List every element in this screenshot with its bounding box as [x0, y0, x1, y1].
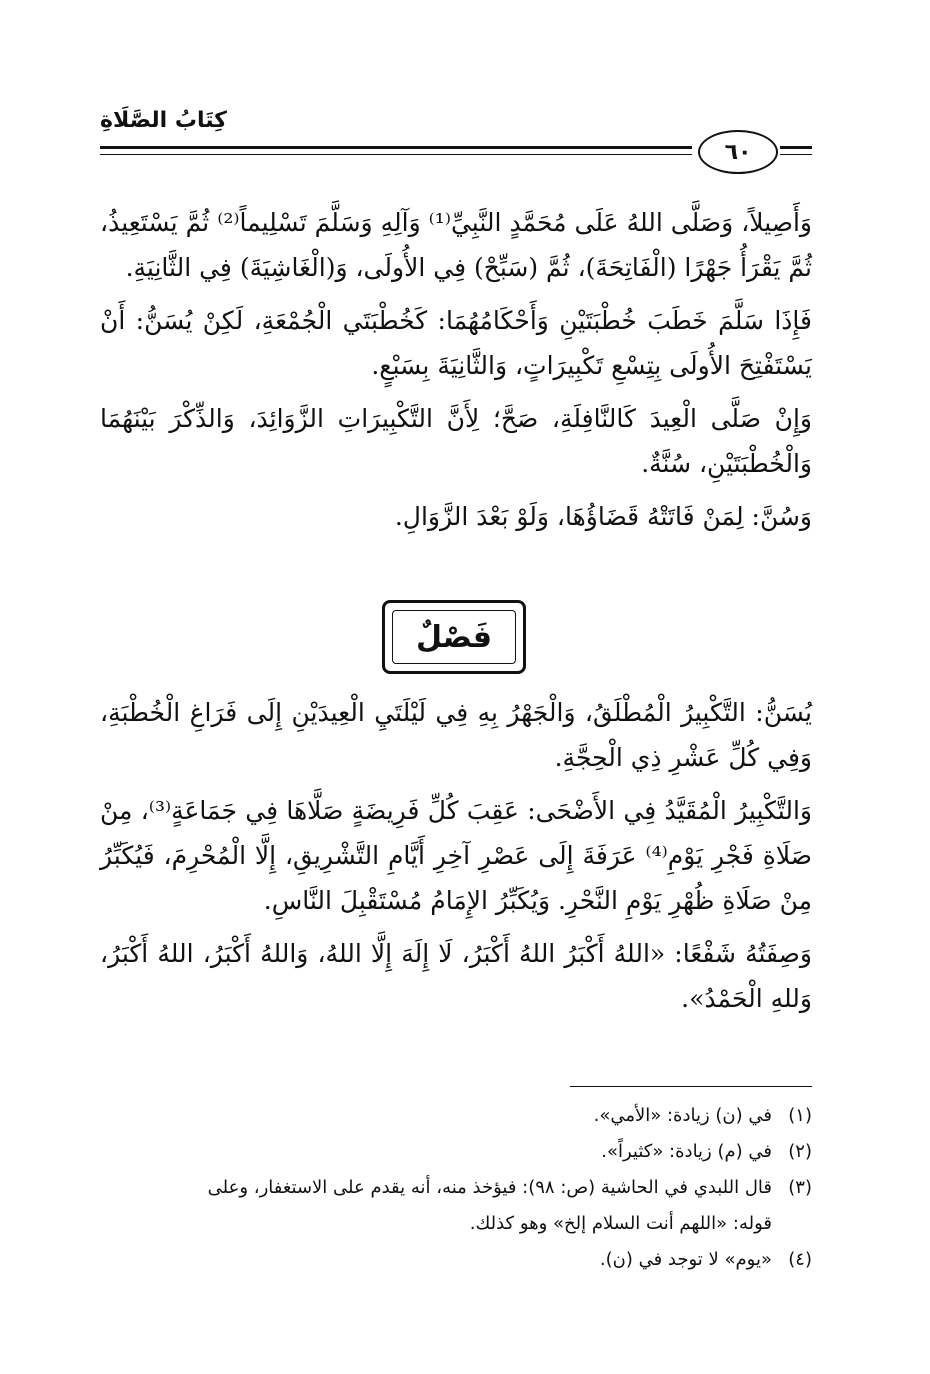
- footnote-2: [100, 1134, 812, 1170]
- paragraph-1: وَأَصِيلاً، وَصَلَّى اللهُ عَلَى مُحَمَّدٍ النَّبِيِّ⁽¹⁾ وَآلِهِ وَسَلَّمَ تَسْلِيماً⁽²⁾ ثُمَّ يَسْتَعِيذُ، ثُمَّ يَقْرَأُ جَهْرًا (الْفَاتِحَةَ)، ثُمَّ (سَبِّحْ) فِي الأُولَى، وَ(الْغَاشِيَةَ) فِي الثَّانِيَةِ.: [100, 208, 813, 282]
- paragraph-6: وَالتَّكْبِيرُ الْمُقَيَّدُ فِي الأَضْحَى: عَقِبَ كُلِّ فَرِيضَةٍ صَلَّاهَا فِي جَمَاعَةٍ⁽³⁾، مِنْ صَلَاةِ فَجْرِ يَوْمِ⁽⁴⁾ عَرَفَةَ إِلَى عَصْرِ آخِرِ أَيَّامِ التَّشْرِيقِ، إِلَّا الْمُحْرِمَ، فَيُكَبِّرُ مِنْ صَلَاةِ ظُهْرِ يَوْمِ النَّحْرِ. وَيُكَبِّرُ الإِمَامُ مُسْتَقْبِلَ النَّاسِ.: [100, 796, 812, 915]
- paragraph-4: وَسُنَّ: لِمَنْ فَاتَتْهُ قَضَاؤُهَا، وَلَوْ بَعْدَ الزَّوَالِ.: [394, 502, 812, 531]
- paragraph-7: وَصِفَتُهُ شَفْعًا: «اللهُ أَكْبَرُ اللهُ أَكْبَرُ، لَا إِلَهَ إِلَّا اللهُ، وَاللهُ أَكْبَرُ، اللهُ أَكْبَرُ، وَللهِ الْحَمْدُ».: [100, 939, 812, 1013]
- paragraph-3: وَإِنْ صَلَّى الْعِيدَ كَالنَّافِلَةِ، صَحَّ؛ لِأَنَّ التَّكْبِيرَاتِ الزَّوَائِدَ، وَالذِّكْرَ بَيْنَهُمَا وَالْخُطْبَتَيْنِ، سُنَّةٌ.: [100, 404, 812, 478]
- section-heading-frame: [382, 600, 526, 674]
- body-text-upper: [100, 200, 812, 539]
- header-rule-thick-right: [780, 146, 812, 149]
- footnote-4: [100, 1242, 812, 1278]
- footnote-number: (٤): [788, 1249, 812, 1270]
- header-rule-thin: [100, 154, 692, 155]
- book-title: كِتَابُ الصَّلَاةِ: [100, 108, 227, 133]
- footnote-number: (٢): [788, 1141, 812, 1162]
- footnote-1: [100, 1098, 812, 1134]
- footnote-text: قال اللبدي في الحاشية (ص: ٩٨): فيؤخذ منه، أنه يقدم على الاستغفار، وعلى: [207, 1177, 772, 1198]
- paragraph-5: يُسَنُّ: التَّكْبِيرُ الْمُطْلَقُ، وَالْجَهْرُ بِهِ فِي لَيْلَتَيِ الْعِيدَيْنِ إِلَى فَرَاغِ الْخُطْبَةِ، وَفِي كُلِّ عَشْرِ ذِي الْحِجَّةِ.: [100, 698, 813, 772]
- section-heading: فَصْلٌ: [392, 610, 516, 664]
- page-number: ٦٠: [698, 130, 778, 174]
- footnote-3-continuation: قوله: «اللهم أنت السلام إلخ» وهو كذلك.: [469, 1213, 772, 1234]
- page-header: [100, 104, 812, 184]
- footnote-text: «يوم» لا توجد في (ن).: [599, 1249, 772, 1270]
- paragraph-2: فَإِذَا سَلَّمَ خَطَبَ خُطْبَتَيْنِ وَأَحْكَامُهُمَا: كَخُطْبَتَي الْجُمْعَةِ، لَكِنْ يُسَنُّ: أَنْ يَسْتَفْتِحَ الأُولَى بِتِسْعِ تَكْبِيرَاتٍ، وَالثَّانِيَةَ بِسَبْعٍ.: [100, 306, 812, 380]
- body-text-lower: [100, 690, 812, 1021]
- footnotes: [100, 1098, 812, 1278]
- header-rule-thick: [100, 146, 692, 149]
- footnote-separator: [570, 1086, 812, 1087]
- footnote-3: [100, 1170, 812, 1206]
- footnote-number: (١): [788, 1105, 812, 1126]
- footnote-number: (٣): [788, 1177, 812, 1198]
- footnote-text: في (ن) زيادة: «الأمي».: [593, 1105, 772, 1126]
- header-rule-thin-right: [780, 154, 812, 155]
- footnote-text: في (م) زيادة: «كثيراً».: [601, 1141, 772, 1162]
